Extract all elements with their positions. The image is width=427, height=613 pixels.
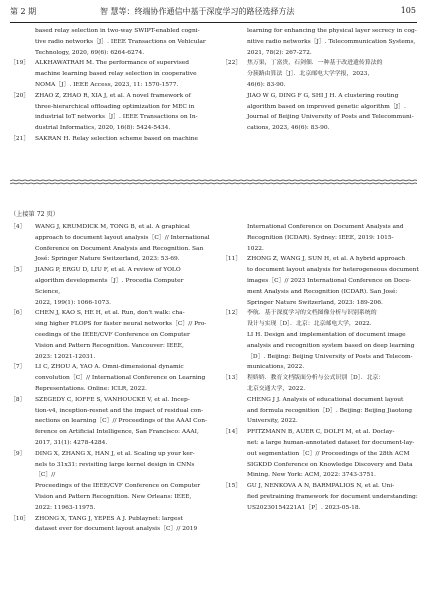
reference-number: ［10］ <box>10 515 30 522</box>
reference-number: ［9］ <box>10 450 26 457</box>
reference-entry <box>222 308 420 330</box>
reference-line: ［D］. Beijing: Beijing University of Posts and Telecom- <box>247 353 413 360</box>
reference-line: cations, 2023, 46(6): 83-90. <box>247 125 330 132</box>
reference-line: University, 2022. <box>247 418 298 425</box>
reference-line: nitive radio networks［J］. Telecommunication Systems, <box>247 38 416 45</box>
reference-line: tion-v4, inception-resnet and the impact of residual con- <box>35 407 204 414</box>
reference-line: 2017, 31(1): 4278-4284. <box>35 439 108 446</box>
page-number: 105 <box>400 6 416 15</box>
reference-line: ference on Artificial Intelligence, San Francisco: AAAI, <box>35 429 199 436</box>
reference-line: nels to 31x31: revisiting large kernel design in CNNs［C］// <box>35 461 195 479</box>
reference-entry <box>222 395 420 427</box>
reference-line: JIANG P, ERGU D, LIU F, et al. A review of YOLO <box>35 267 181 274</box>
reference-line: Representations. Online: ICLR, 2022. <box>35 385 147 392</box>
reference-line: 分簇路由算法［J］．北京邮电大学学报，2023， <box>247 71 374 78</box>
reference-line: Conference on Document Analysis and Recognition. San <box>35 245 204 252</box>
reference-number: ［13］ <box>222 375 242 382</box>
reference-line: 2023: 12021-12031. <box>35 353 96 360</box>
reference-line: Vision and Pattern Recognition. New Orleans: IEEE, <box>35 493 192 500</box>
references-top-right <box>222 26 420 134</box>
reference-number: ［4］ <box>10 224 26 230</box>
reference-entry <box>222 373 420 395</box>
reference-number: ［7］ <box>10 364 26 371</box>
running-title: 智 慧等：终端协作通信中基于深度学习的路径选择方法 <box>100 7 295 16</box>
reference-line: out segmentation［C］// Proceedings of the 28th ACM <box>247 450 410 457</box>
reference-number: ［15］ <box>222 483 242 490</box>
reference-number: ［6］ <box>10 310 26 317</box>
reference-line: Springer Nature Switzerland, 2023: 189-206. <box>247 299 383 306</box>
reference-entry <box>222 254 420 308</box>
reference-number: ［5］ <box>10 267 26 274</box>
reference-line: José: Springer Nature Switzerland, 2023: 53-69. <box>35 256 180 263</box>
reference-entry <box>222 481 420 513</box>
running-header <box>0 6 427 20</box>
reference-line: 2022, 199(1): 1066-1073. <box>35 299 112 306</box>
reference-entry <box>10 91 210 134</box>
reference-line: US20230154221A1［P］. 2023-05-18. <box>247 504 361 511</box>
reference-entry <box>10 308 210 362</box>
reference-line: learning for enhancing the physical layer secrecy in cog- <box>247 28 417 34</box>
reference-line: machine learning based relay selection in cooperative <box>35 71 197 78</box>
reference-line: SAKRAN H. Relay selection scheme based on machine <box>35 135 198 142</box>
reference-line: dustrial Informatics, 2020, 16(8): 5424-5434. <box>35 125 171 132</box>
reference-number: ［11］ <box>222 256 242 263</box>
reference-entry <box>222 330 420 373</box>
reference-line: 46(6): 83-90. <box>247 81 286 88</box>
reference-number: ［19］ <box>10 60 30 67</box>
reference-line: LI C, ZHOU A, YAO A. Omni-dimensional dynamic <box>35 364 184 371</box>
reference-line: ment Analysis and Recognition (ICDAR). San José: <box>247 288 398 295</box>
section-divider-wavy <box>10 178 417 186</box>
reference-entry <box>10 134 210 145</box>
reference-line: 1022. <box>247 245 264 252</box>
reference-line: algorithm based on improved genetic algorithm［J］. <box>247 103 406 110</box>
reference-entry <box>222 427 420 481</box>
reference-line: sing higher FLOPS for faster neural networks［C］// Pro- <box>35 321 207 328</box>
references-top-left <box>10 26 210 145</box>
reference-entry <box>10 449 210 514</box>
reference-entry <box>10 222 210 265</box>
reference-line: industrial IoT networks［J］. IEEE Transactions on In- <box>35 114 198 121</box>
reference-line: convolution［C］// International Conference on Learning <box>35 375 206 382</box>
reference-line: and formula recognition［D］. Beijing: Beijing Jiaotong <box>247 407 413 414</box>
reference-line: fied pretraining framework for document understanding: <box>247 493 418 500</box>
reference-line: approach to document layout analysis［C］// International <box>35 234 210 241</box>
reference-line: tive radio networks［J］. IEEE Transactions on Vehicular <box>35 38 206 45</box>
reference-entry <box>222 26 420 58</box>
reference-line: NOMA［J］. IEEE Access, 2023, 11: 1570-1577. <box>35 81 179 88</box>
reference-line: PFITZMANN B, AUER C, DOLFI M, et al. Doclay- <box>247 429 395 436</box>
reference-line: 2022: 11963-11975. <box>35 504 96 511</box>
reference-line: based relay selection in two-way SWIPT-enabled cogni- <box>35 28 200 34</box>
reference-entry <box>10 265 210 308</box>
reference-line: munications, 2022. <box>247 364 305 371</box>
reference-line: images［C］// 2023 International Conference on Docu- <box>247 277 412 284</box>
reference-entry <box>222 222 420 254</box>
reference-entry <box>10 395 210 449</box>
reference-entry <box>10 26 210 58</box>
reference-line: nections on learning［C］// Proceedings of the AAAI Con- <box>35 418 207 425</box>
reference-entry <box>222 91 420 134</box>
reference-number: ［12］ <box>222 310 242 317</box>
reference-line: SIGKDD Conference on Knowledge Discovery and Data <box>247 461 413 468</box>
reference-line: Vision and Pattern Recognition. Vancouver: IEEE, <box>35 342 184 349</box>
reference-line: ALKHAWATRAH M. The performance of supervised <box>35 60 190 67</box>
reference-line: 北京交通大学，2022. <box>247 385 306 392</box>
reference-number: ［20］ <box>10 92 30 99</box>
reference-number: ［22］ <box>222 60 242 67</box>
reference-line: Mining. New York: ACM, 2022: 3743-3751. <box>247 472 376 479</box>
reference-line: Journal of Beijing University of Posts and Telecommuni- <box>247 114 414 121</box>
reference-line: International Conference on Document Analysis and <box>247 224 404 230</box>
reference-line: CHEN J, KAO S, HE H, et al. Run, don't walk: cha- <box>35 310 185 317</box>
reference-line: analysis and recognition system based on deep learning <box>247 342 415 349</box>
reference-line: Technology, 2020, 69(6): 6264-6274. <box>35 49 145 56</box>
header-rule <box>10 22 417 23</box>
reference-line: 程娇娇．教育文档版面分析与公式识别［D］．北京： <box>247 375 385 382</box>
continued-from-note: （上接第 72 页） <box>10 211 59 218</box>
reference-line: 李航．基于深度学习的文档图像分析与识别系统的 <box>247 310 377 317</box>
reference-line: ZHAO Z, ZHAO R, XIA J, et al. A novel framework of <box>35 92 191 99</box>
reference-number: ［21］ <box>10 135 30 142</box>
reference-line: GU J, NENKOVA A N, BARMPALIOS N, et al. Uni- <box>247 483 395 490</box>
reference-line: DING X, ZHANG X, HAN J, et al. Scaling up your ker- <box>35 450 195 457</box>
reference-line: CHENG J J. Analysis of educational document layout <box>247 396 404 403</box>
reference-entry <box>10 362 210 394</box>
reference-line: Proceedings of the IEEE/CVF Conference on Computer <box>35 483 201 490</box>
reference-line: Recognition (ICDAR). Sydney: IEEE, 2019: 1015- <box>247 234 394 241</box>
reference-line: ZHONG Z, WANG J, SUN H, et al. A hybrid approach <box>247 256 406 263</box>
references-bottom-left <box>10 222 210 535</box>
reference-line: dataset ever for document layout analysis［C］// 2019 <box>35 526 198 533</box>
reference-entry <box>222 58 420 90</box>
reference-line: 焦万果，丁富贵，石剑佃．一种基于改进遗传算法的 <box>247 60 383 67</box>
reference-line: ZHONG X, TANG J, YEPES A J. Publaynet: largest <box>35 515 183 522</box>
reference-line: three-hierarchical offloading optimization for MEC in <box>35 103 195 110</box>
reference-line: 设计与实现［D］．北京：北京邮电大学，2022. <box>247 321 372 328</box>
references-bottom-right <box>222 222 420 514</box>
reference-line: JIAO W G, DING F G, SHI J H. A clustering routing <box>247 92 399 99</box>
reference-line: ceedings of the IEEE/CVF Conference on Computer <box>35 331 190 338</box>
reference-entry <box>10 58 210 90</box>
reference-line: net: a large human-annotated dataset for document-lay- <box>247 439 415 446</box>
reference-entry <box>10 514 210 536</box>
reference-line: LI H. Design and implementation of document image <box>247 331 406 338</box>
reference-line: SZEGEDY C, IOFFE S, VANHOUCKE V, et al. Incep- <box>35 396 190 403</box>
reference-line: algorithm developments［J］. Procedia Computer Science, <box>35 277 184 295</box>
reference-line: 2021, 78(2): 267-272. <box>247 49 312 56</box>
reference-line: WANG J, KRUMDICK M, TONG B, et al. A graphical <box>35 224 190 230</box>
reference-line: to document layout analysis for heterogeneous document <box>247 267 419 274</box>
reference-number: ［8］ <box>10 396 26 403</box>
issue-number: 第 2 期 <box>10 7 37 16</box>
reference-number: ［14］ <box>222 429 242 436</box>
